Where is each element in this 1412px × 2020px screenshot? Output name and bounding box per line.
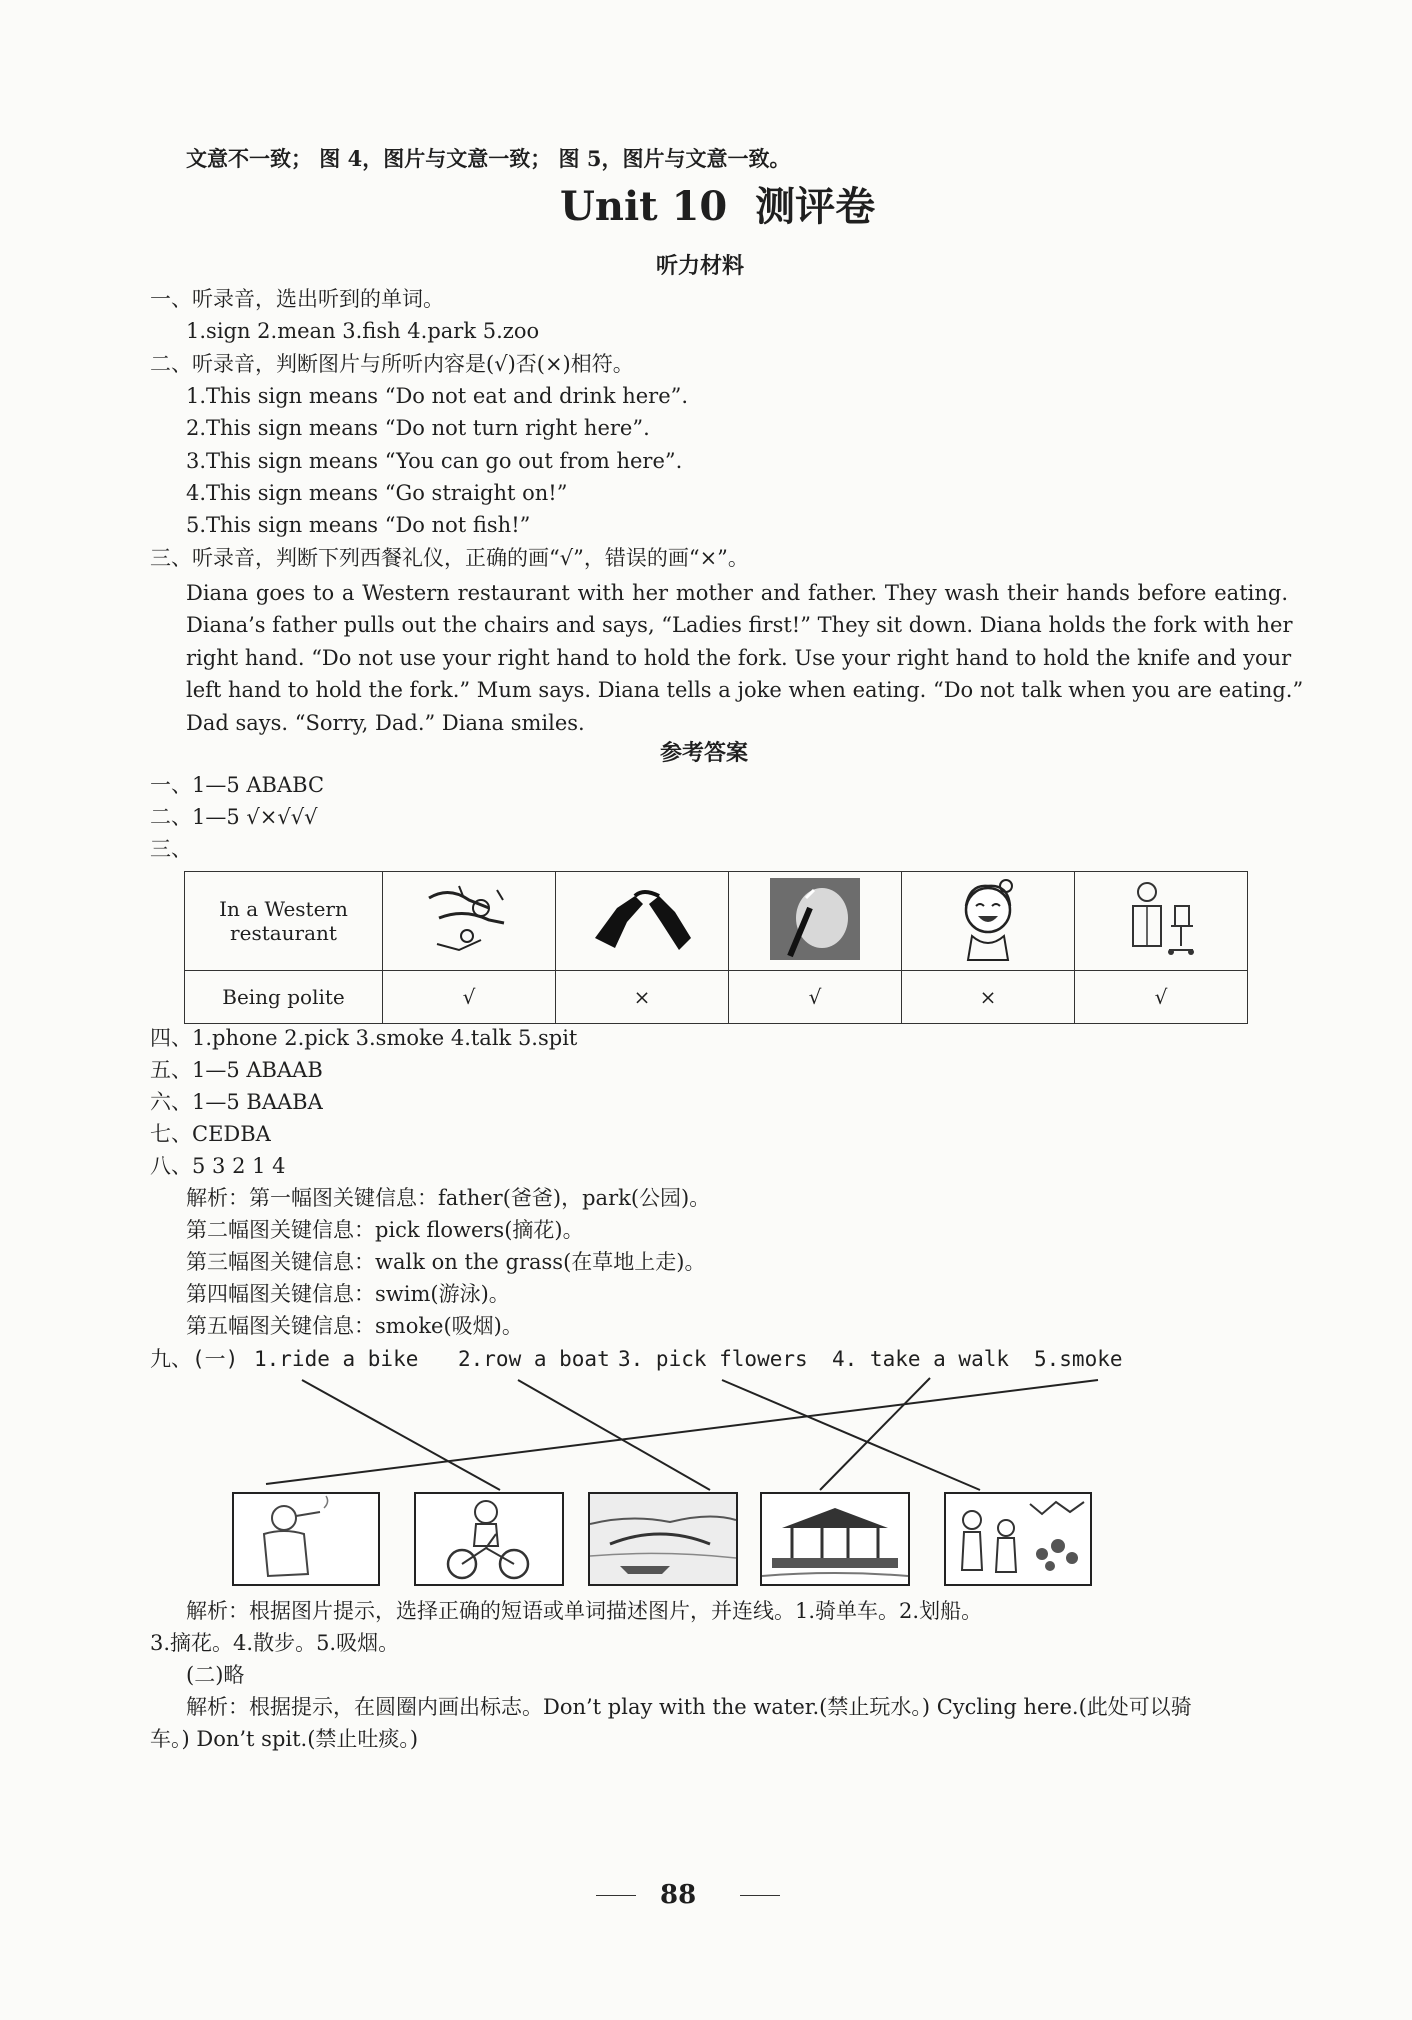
- row1-label: In a Western restaurant: [185, 872, 383, 971]
- answer-7: 七、CEDBA: [150, 1122, 271, 1146]
- answer-5: 五、1—5 ABAAB: [150, 1058, 323, 1082]
- row2-label: Being polite: [185, 971, 383, 1024]
- mark-cell: ×: [556, 971, 729, 1024]
- listening-item: 5.This sign means “Do not fish!”: [186, 513, 531, 537]
- answers-heading: 参考答案: [660, 741, 749, 766]
- man-smoking-picture: [232, 1492, 380, 1586]
- match-line: [722, 1380, 980, 1490]
- phrase: 1.ride a bike: [254, 1347, 419, 1371]
- listening-q1: 一、听录音，选出听到的单词。: [150, 287, 444, 311]
- answer-9-note: 解析：根据图片提示，选择正确的短语或单词描述图片，并连线。1.骑单车。2.划船。: [186, 1599, 983, 1623]
- phrase: 3. pick flowers: [618, 1347, 808, 1371]
- answer-3: 三、: [150, 837, 192, 861]
- answer-8-note: 第五幅图关键信息：smoke(吸烟)。: [186, 1314, 523, 1338]
- answer-6: 六、1—5 BAABA: [150, 1090, 323, 1114]
- answer-9-note2: 车。) Don’t spit.(禁止吐痰。): [150, 1727, 419, 1751]
- answer-4: 四、1.phone 2.pick 3.smoke 4.talk 5.spit: [150, 1026, 578, 1050]
- boy-cycling-picture: [414, 1492, 564, 1586]
- phrase: 4. take a walk: [832, 1347, 1010, 1371]
- page-rule-left: [596, 1895, 636, 1896]
- passage-line: Diana goes to a Western restaurant with her mother and father. They wash their hands before eating.: [186, 581, 1288, 605]
- passage-line: left hand to hold the fork.” Mum says. Diana tells a joke when eating. “Do not talk when you are eating.”: [186, 678, 1304, 703]
- answer-8-note: 第四幅图关键信息：swim(游泳)。: [186, 1282, 510, 1306]
- answer-9-note: 3.摘花。4.散步。5.吸烟。: [150, 1631, 400, 1655]
- title-unit: Unit 10: [560, 183, 728, 230]
- answer-9-note2: 解析：根据提示，在圆圈内画出标志。Don’t play with the water.(禁止玩水。) Cycling here.(此处可以骑: [186, 1695, 1192, 1719]
- answer-8-note: 第二幅图关键信息：pick flowers(摘花)。: [186, 1218, 584, 1242]
- mark-cell: √: [383, 971, 556, 1024]
- answer-8: 八、5 3 2 1 4: [150, 1154, 286, 1178]
- listening-q3: 三、听录音，判断下列西餐礼仪，正确的画“√”，错误的画“×”。: [150, 546, 749, 570]
- answer-2: 二、1—5 √×√√√: [150, 805, 318, 829]
- page-rule-right: [740, 1895, 780, 1896]
- flowers-people-picture: [944, 1492, 1092, 1586]
- match-line: [266, 1380, 1098, 1484]
- listening-item: 4.This sign means “Go straight on!”: [186, 481, 568, 505]
- passage-line: Diana’s father pulls out the chairs and says, “Ladies first!” They sit down. Diana holds the fork with her: [186, 613, 1293, 638]
- title-cn: 测评卷: [755, 184, 876, 230]
- listening-item: 2.This sign means “Do not turn right here”.: [186, 416, 650, 440]
- mark-cell: ×: [902, 971, 1075, 1024]
- answer-9-part2: (二)略: [186, 1663, 245, 1687]
- listening-q2: 二、听录音，判断图片与所听内容是(√)否(×)相符。: [150, 352, 634, 376]
- listening-item: 1.This sign means “Do not eat and drink here”.: [186, 384, 689, 408]
- answer-8-note: 解析：第一幅图关键信息：father(爸爸)，park(公园)。: [186, 1186, 711, 1210]
- listening-item: 3.This sign means “You can go out from here”.: [186, 449, 683, 473]
- passage-line: Dad says. “Sorry, Dad.” Diana smiles.: [186, 710, 585, 735]
- passage-line: right hand. “Do not use your right hand to hold the fork. Use your right hand to hold the knife and your: [186, 645, 1292, 670]
- top-line: 文意不一致； 图 4，图片与文意一致； 图 5，图片与文意一致。: [186, 146, 791, 171]
- page-number: 88: [660, 1880, 697, 1910]
- answer-8-note: 第三幅图关键信息：walk on the grass(在草地上走)。: [186, 1250, 706, 1274]
- mark-cell: √: [1075, 971, 1248, 1024]
- listening-a1: 1.sign 2.mean 3.fish 4.park 5.zoo: [186, 319, 540, 343]
- boat-lake-picture: [588, 1492, 738, 1586]
- pavilion-picture: [760, 1492, 910, 1586]
- match-line: [820, 1378, 930, 1490]
- answer-9-prefix: 九、(一): [150, 1347, 239, 1371]
- listening-heading: 听力材料: [656, 254, 745, 279]
- match-line: [518, 1380, 710, 1490]
- answer-1: 一、1—5 ABABC: [150, 773, 325, 797]
- phrase: 5.smoke: [1034, 1347, 1123, 1371]
- match-line: [302, 1380, 500, 1490]
- phrase: 2.row a boat: [458, 1347, 610, 1371]
- mark-cell: √: [729, 971, 902, 1024]
